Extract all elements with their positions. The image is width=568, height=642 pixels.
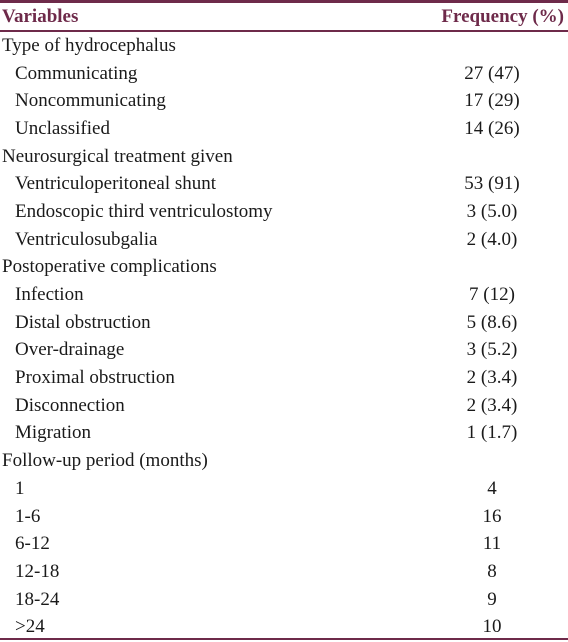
table-row (0, 503, 568, 531)
row-value: 3 (5.0) (466, 200, 518, 222)
row-value: 8 (487, 560, 497, 582)
row-label: Ventriculoperitoneal shunt (15, 173, 217, 195)
table-row (0, 558, 568, 586)
row-value: 3 (5.2) (466, 339, 518, 361)
row-value: 2 (3.4) (466, 367, 518, 389)
row-label: >24 (15, 616, 45, 638)
row-label: Distal obstruction (15, 311, 151, 333)
row-label: Unclassified (15, 117, 110, 139)
row-value: 7 (12) (469, 284, 515, 306)
table-row (0, 420, 568, 448)
row-value: 2 (4.0) (466, 228, 518, 250)
row-value: 17 (29) (464, 90, 520, 112)
table-row (0, 115, 568, 143)
row-label: 6-12 (15, 533, 50, 555)
row-label: Infection (15, 284, 84, 306)
section-title: Neurosurgical treatment given (2, 145, 233, 167)
table-row (0, 170, 568, 198)
row-label: Ventriculosubgalia (15, 228, 158, 250)
table-row (0, 392, 568, 420)
row-label: Endoscopic third ventriculostomy (15, 200, 273, 222)
table-header (0, 3, 568, 32)
table-row (0, 586, 568, 614)
row-value: 5 (8.6) (466, 311, 518, 333)
table-row (0, 60, 568, 88)
row-label: Noncommunicating (15, 90, 166, 112)
row-value: 27 (47) (464, 62, 520, 84)
results-table (0, 3, 568, 641)
table-row (0, 337, 568, 365)
row-value: 16 (482, 505, 502, 527)
row-label: Over-drainage (15, 339, 125, 361)
table-row (0, 87, 568, 115)
section-row (0, 143, 568, 171)
section-title: Type of hydrocephalus (2, 34, 176, 56)
row-label: Disconnection (15, 394, 125, 416)
row-label: Communicating (15, 62, 138, 84)
row-value: 10 (482, 616, 502, 638)
table-row (0, 226, 568, 254)
row-value: 14 (26) (464, 117, 520, 139)
row-value: 53 (91) (464, 173, 520, 195)
row-value: 4 (487, 477, 497, 499)
header-variables: Variables (2, 5, 79, 27)
section-row (0, 32, 568, 60)
section-row (0, 447, 568, 475)
table-row (0, 613, 568, 641)
row-label: Migration (15, 422, 91, 444)
bottom-rule (0, 638, 568, 640)
row-label: Proximal obstruction (15, 367, 175, 389)
row-label: 12-18 (15, 560, 60, 582)
table-row (0, 475, 568, 503)
section-title: Follow-up period (months) (2, 450, 208, 472)
row-value: 11 (482, 533, 502, 555)
row-value: 1 (1.7) (466, 422, 518, 444)
table-row (0, 309, 568, 337)
header-frequency: Frequency (%) (441, 5, 564, 27)
table-row (0, 198, 568, 226)
section-row (0, 254, 568, 282)
table-row (0, 281, 568, 309)
row-label: 1 (15, 477, 25, 499)
row-value: 2 (3.4) (466, 394, 518, 416)
table-row (0, 364, 568, 392)
row-label: 18-24 (15, 588, 60, 610)
table-row (0, 530, 568, 558)
section-title: Postoperative complications (2, 256, 217, 278)
row-value: 9 (487, 588, 497, 610)
row-label: 1-6 (15, 505, 41, 527)
